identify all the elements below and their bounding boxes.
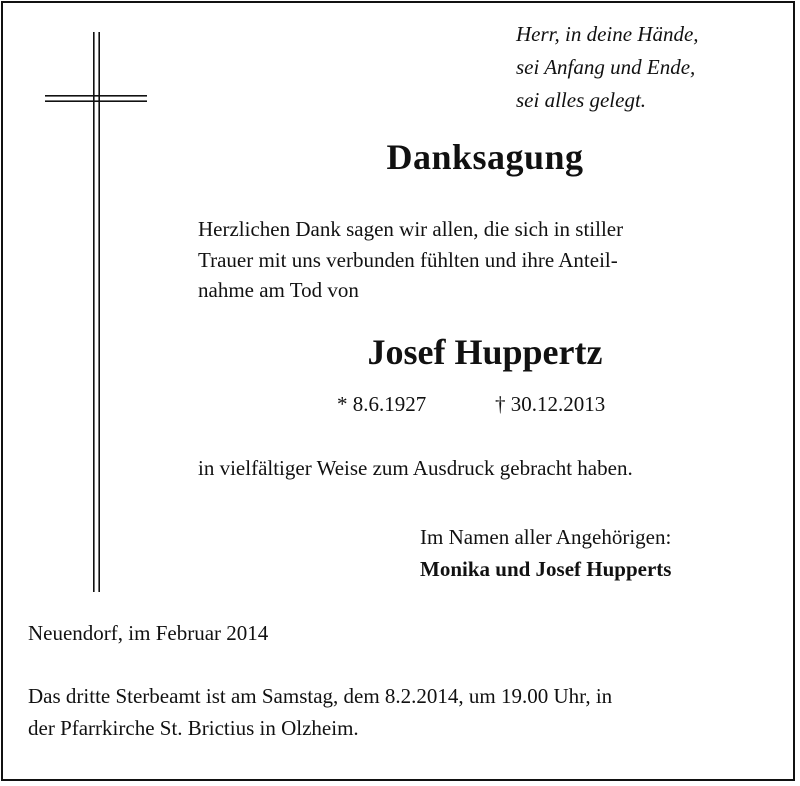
death-date: † 30.12.2013 xyxy=(495,392,606,416)
thanks-closing-line: in vielfältiger Weise zum Ausdruck gebracht haben. xyxy=(198,456,633,480)
quote-line: Herr, in deine Hände, xyxy=(516,22,699,46)
notice-line: Das dritte Sterbeamt ist am Samstag, dem 8.2.2014, um 19.00 Uhr, in xyxy=(28,684,613,708)
notice-title: Danksagung xyxy=(386,137,584,177)
paragraph-line: nahme am Tod von xyxy=(198,278,359,302)
signature-intro: Im Namen aller Angehörigen: xyxy=(420,525,672,549)
signature-names: Monika und Josef Hupperts xyxy=(420,557,672,581)
cross-icon xyxy=(45,32,147,592)
quote-line: sei alles gelegt. xyxy=(516,88,647,112)
quote-line: sei Anfang und Ende, xyxy=(516,55,696,79)
paragraph-line: Herzlichen Dank sagen wir allen, die sich in stiller xyxy=(198,217,624,241)
birth-date: * 8.6.1927 xyxy=(337,392,427,416)
place-and-date: Neuendorf, im Februar 2014 xyxy=(28,621,269,645)
deceased-name: Josef Huppertz xyxy=(367,332,603,372)
signature-block xyxy=(420,521,671,585)
paragraph-line: Trauer mit uns verbunden fühlten und ihre Anteil- xyxy=(198,247,618,272)
scripture-quote xyxy=(516,18,786,117)
notice-line: der Pfarrkirche St. Brictius in Olzheim. xyxy=(28,716,359,740)
memorial-mass-notice xyxy=(28,680,778,744)
thanks-paragraph xyxy=(198,214,758,306)
